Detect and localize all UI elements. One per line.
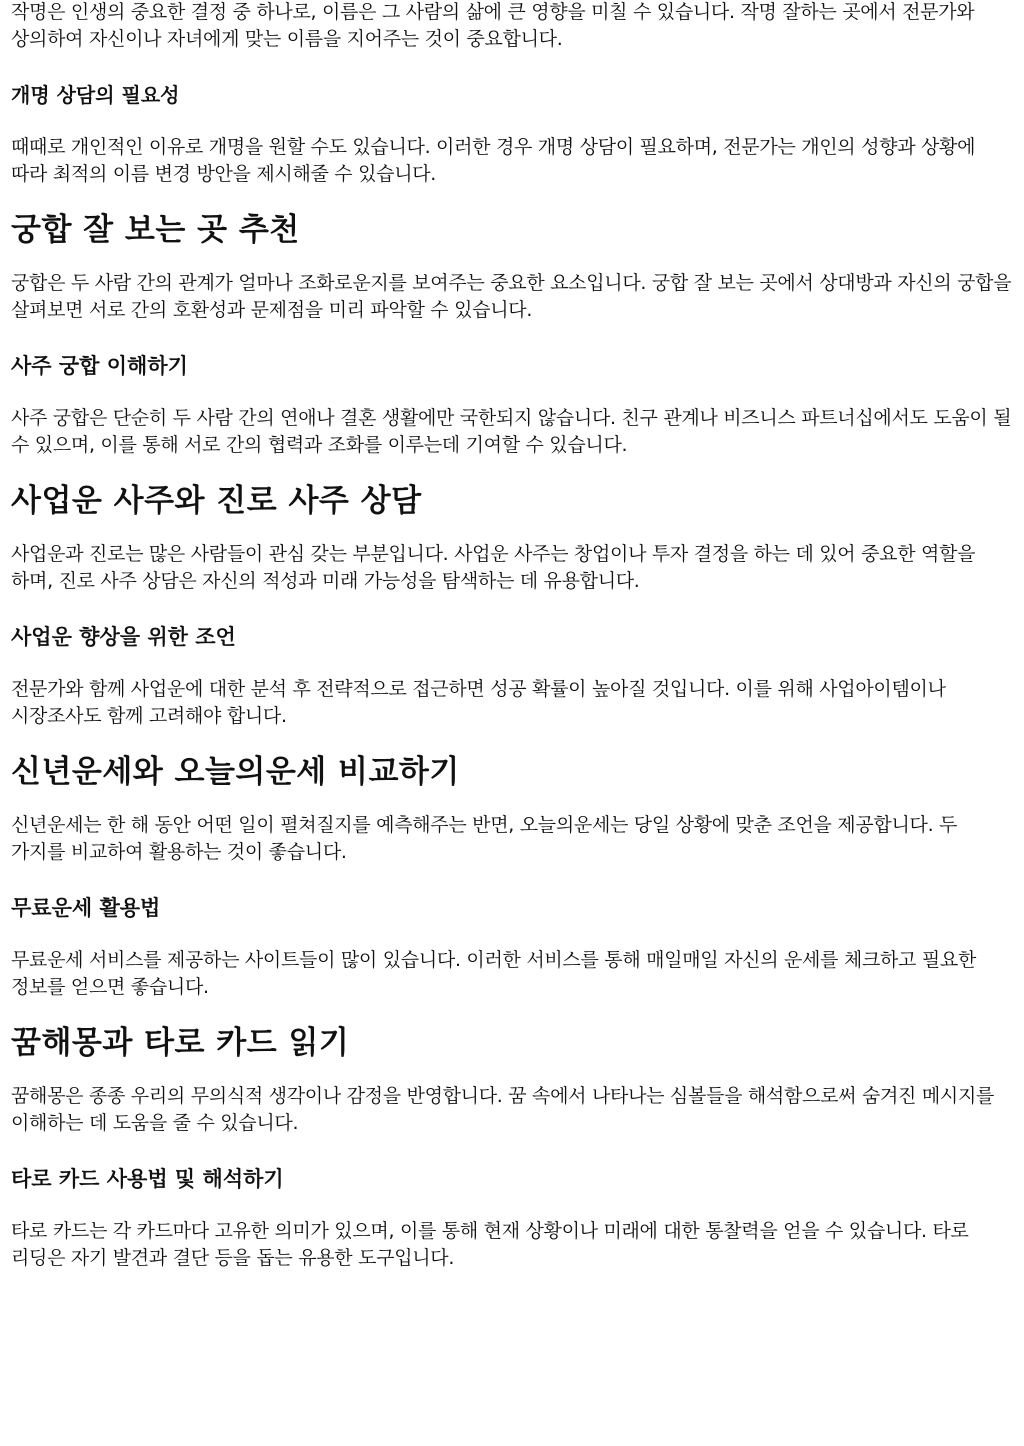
tarot-heading: 타로 카드 사용법 및 해석하기 bbox=[11, 1167, 284, 1191]
dream-paragraph: 꿈해몽은 종종 우리의 무의식적 생각이나 감정을 반영합니다. 꿈 속에서 나타나는 심볼들을 해석함으로써 숨겨진 메시지를 이해하는 데 도움을 줄 수 있습니다. bbox=[11, 1085, 995, 1134]
rename-heading: 개명 상담의 필요성 bbox=[11, 83, 180, 107]
compat-heading: 궁합 잘 보는 곳 추천 bbox=[11, 212, 300, 248]
compat-paragraph: 궁합은 두 사람 간의 관계가 얼마나 조화로운지를 보여주는 중요한 요소입니다. 궁합 잘 보는 곳에서 상대방과 자신의 궁합을 살펴보면 서로 간의 호환성과 문제점을 미리 파악할 수 있습니다. bbox=[11, 272, 1012, 321]
tarot-paragraph: 타로 카드는 각 카드마다 고유한 의미가 있으며, 이를 통해 현재 상황이나 미래에 대한 통찰력을 얻을 수 있습니다. 타로 리딩은 자기 발견과 결단 등을 돕는 유용한 도구입니다. bbox=[11, 1220, 969, 1269]
fortune-paragraph: 신년운세는 한 해 동안 어떤 일이 펼쳐질지를 예측해주는 반면, 오늘의운세는 당일 상황에 맞춘 조언을 제공합니다. 두 가지를 비교하여 활용하는 것이 좋습니다. bbox=[11, 814, 958, 863]
intro-paragraph: 작명은 인생의 중요한 결정 중 하나로, 이름은 그 사람의 삶에 큰 영향을 미칠 수 있습니다. 작명 잘하는 곳에서 전문가와 상의하여 자신이나 자녀에게 맞는 이름을 지어주는 것이 중요합니다. bbox=[11, 1, 975, 50]
free-fortune-heading: 무료운세 활용법 bbox=[11, 896, 161, 920]
business-heading: 사업운 사주와 진로 사주 상담 bbox=[11, 483, 422, 519]
saju-compat-heading: 사주 궁합 이해하기 bbox=[11, 354, 188, 378]
business-advice-paragraph: 전문가와 함께 사업운에 대한 분석 후 전략적으로 접근하면 성공 확률이 높아질 것입니다. 이를 위해 사업아이템이나 시장조사도 함께 고려해야 합니다. bbox=[11, 678, 946, 727]
business-paragraph: 사업운과 진로는 많은 사람들이 관심 갖는 부분입니다. 사업운 사주는 창업이나 투자 결정을 하는 데 있어 중요한 역할을 하며, 진로 사주 상담은 자신의 적성과 미래 가능성을 탐색하는 데 유용합니다. bbox=[11, 543, 976, 592]
dream-heading: 꿈해몽과 타로 카드 읽기 bbox=[11, 1025, 350, 1061]
saju-compat-paragraph: 사주 궁합은 단순히 두 사람 간의 연애나 결혼 생활에만 국한되지 않습니다. 친구 관계나 비즈니스 파트너십에서도 도움이 될 수 있으며, 이를 통해 서로 간의 협력과 조화를 이루는데 기여할 수 있습니다. bbox=[11, 407, 1012, 456]
fortune-heading: 신년운세와 오늘의운세 비교하기 bbox=[11, 754, 460, 790]
rename-paragraph: 때때로 개인적인 이유로 개명을 원할 수도 있습니다. 이러한 경우 개명 상담이 필요하며, 전문가는 개인의 성향과 상황에 따라 최적의 이름 변경 방안을 제시해줄 수 있습니다. bbox=[11, 136, 976, 185]
business-advice-heading: 사업운 향상을 위한 조언 bbox=[11, 625, 236, 649]
free-fortune-paragraph: 무료운세 서비스를 제공하는 사이트들이 많이 있습니다. 이러한 서비스를 통해 매일매일 자신의 운세를 체크하고 필요한 정보를 얻으면 좋습니다. bbox=[11, 949, 977, 998]
